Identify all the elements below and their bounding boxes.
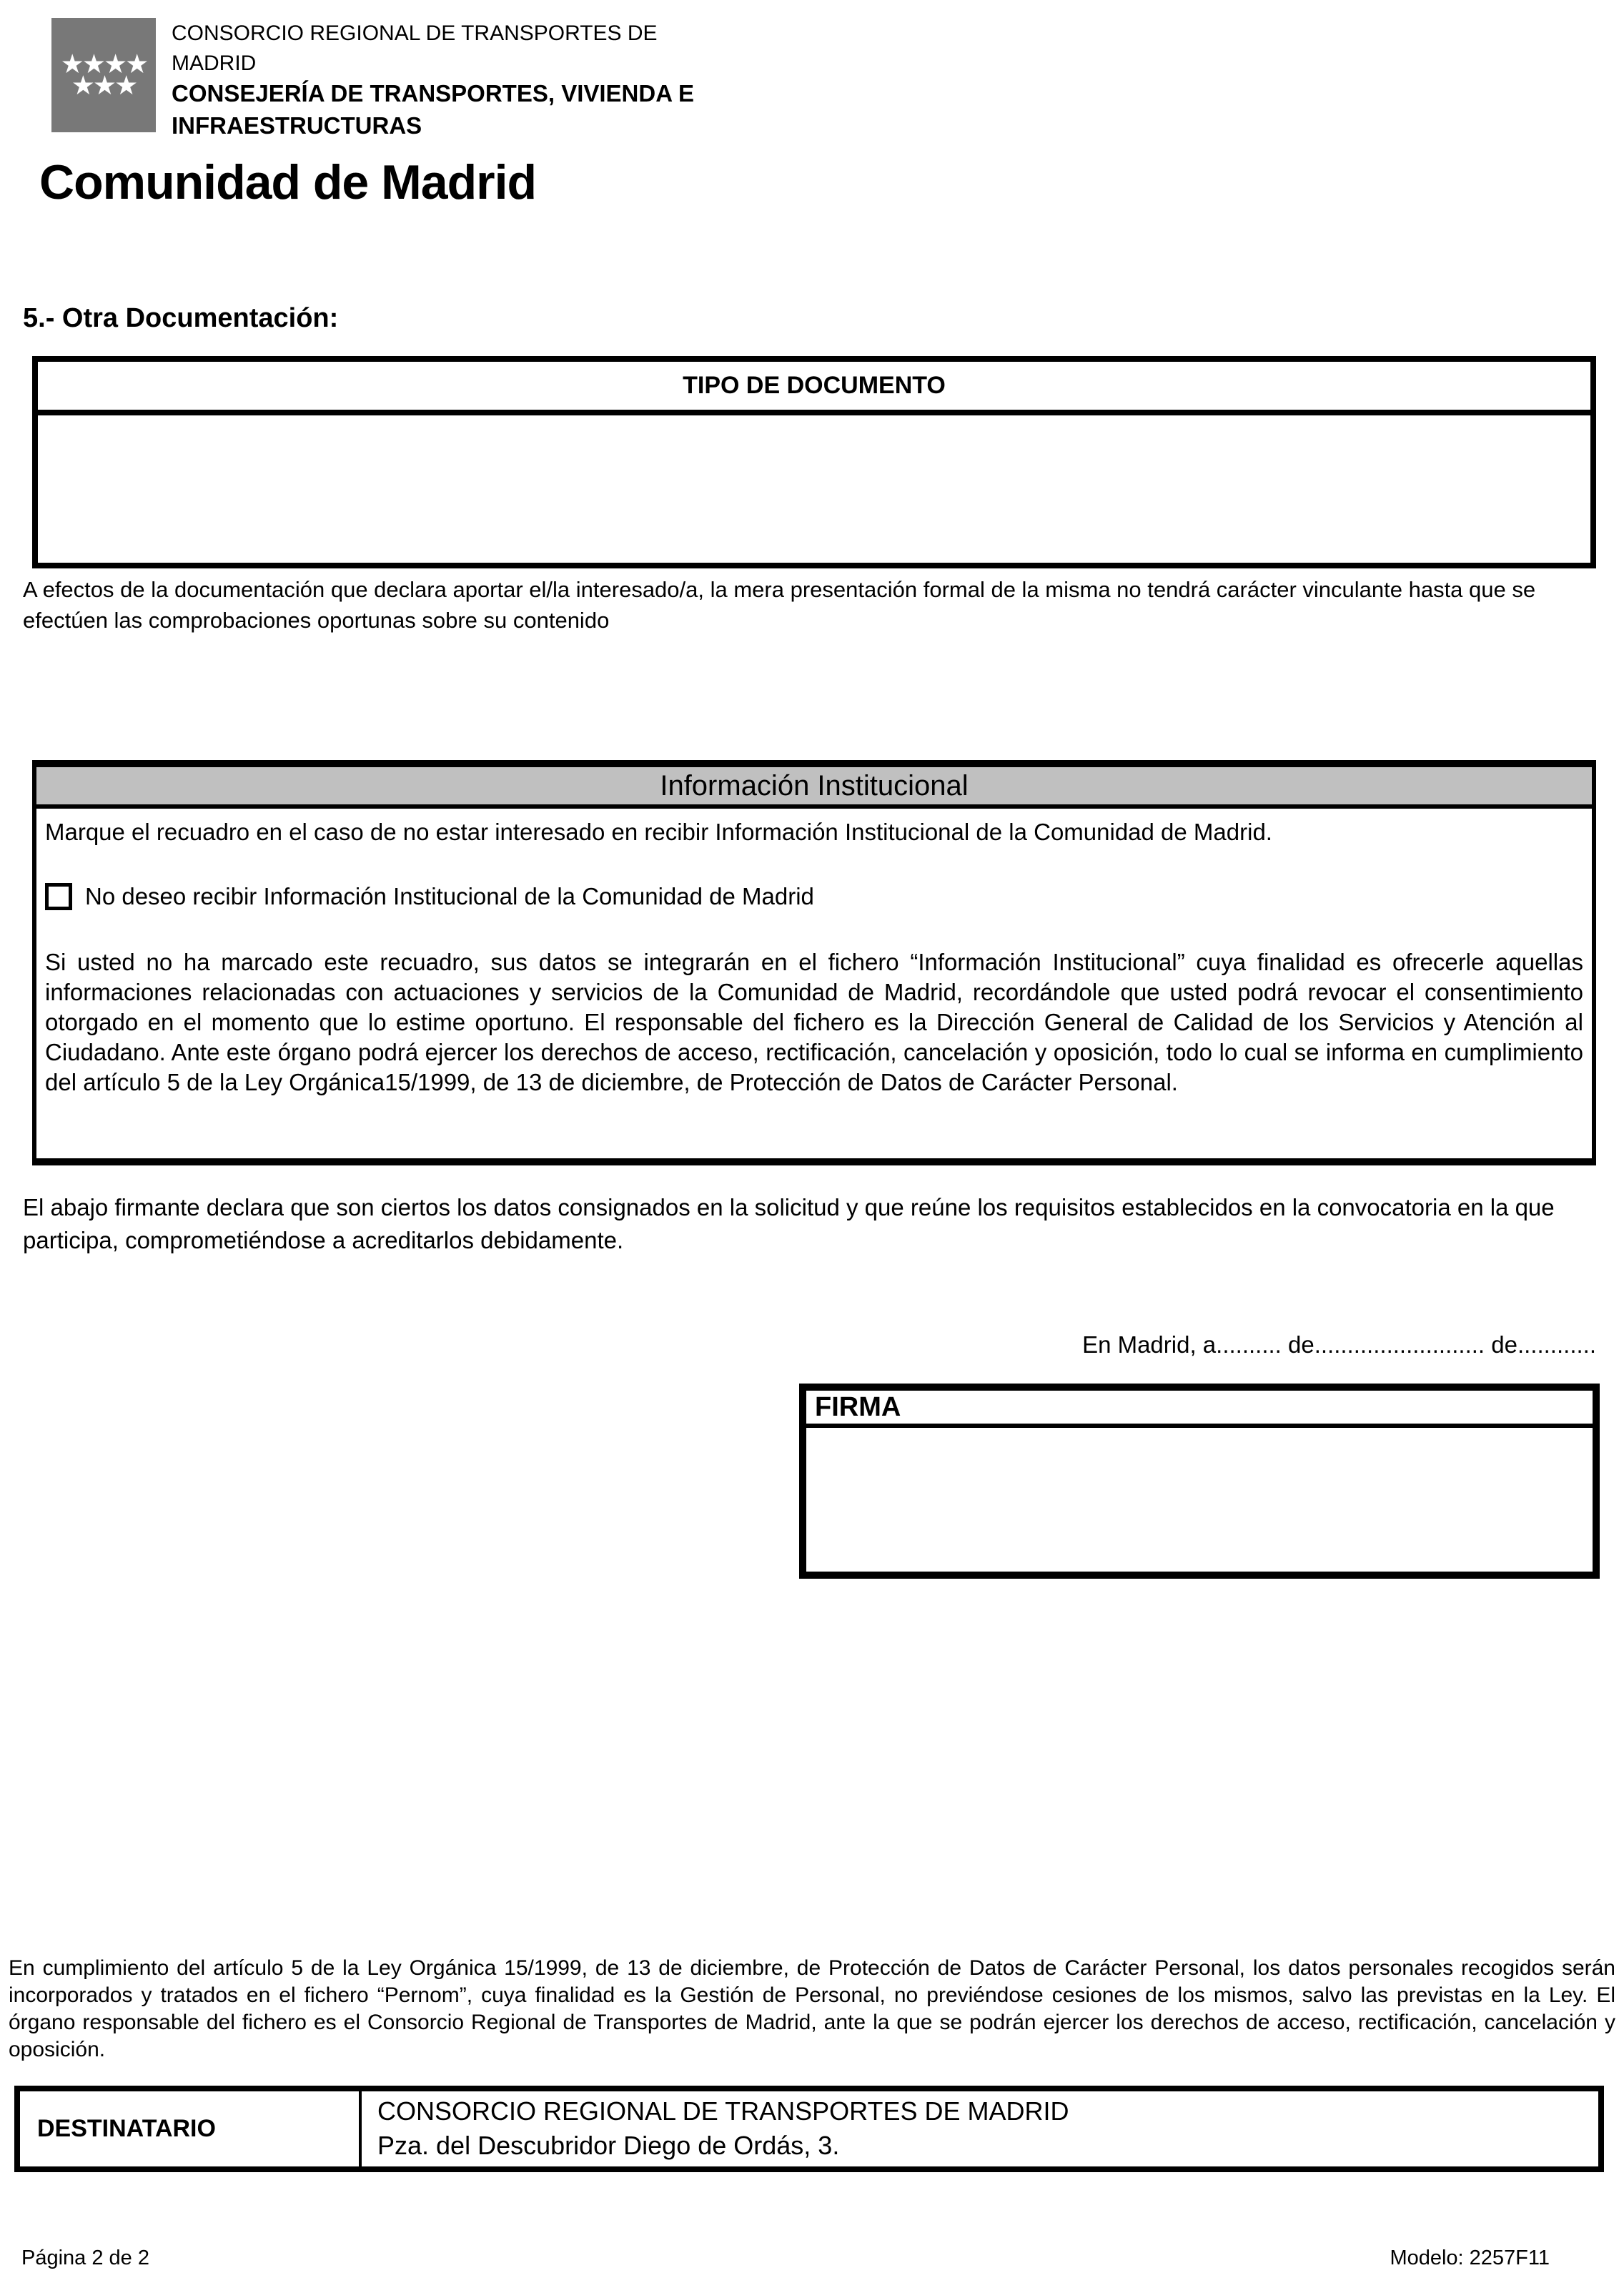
destinatario-line1: CONSORCIO REGIONAL DE TRANSPORTES DE MADRID bbox=[377, 2096, 1069, 2126]
institutional-optout-row bbox=[45, 883, 1583, 910]
signature-box bbox=[799, 1384, 1600, 1579]
signature-input-area[interactable] bbox=[806, 1428, 1593, 1567]
institutional-optout-label: No deseo recibir Información Institucional de la Comunidad de Madrid bbox=[85, 883, 814, 909]
institutional-info-box bbox=[32, 760, 1596, 1165]
destinatario-line2: Pza. del Descubridor Diego de Ordás, 3. bbox=[377, 2131, 840, 2160]
tipo-documento-input-area[interactable] bbox=[38, 415, 1590, 563]
legal-notice: En cumplimiento del artículo 5 de la Ley Orgánica 15/1999, de 13 de diciembre, de Protección de Datos de Carácter Personal, los datos personales recogidos serán incorporados y tratados en el fichero “Pernom”, cuya finalidad es la Gestión de Personal, no previéndose cesiones de los mismos, salvo las previstas en la Ley. El órgano responsable del fichero es el Consorcio Regional de Transportes de Madrid, ante la que se podrán ejercer los derechos de acceso, rectificación, cancelación y oposición. bbox=[9, 1956, 1615, 2061]
signature-label: FIRMA bbox=[806, 1391, 1593, 1428]
madrid-flag-stars-bottom-icon: ★★★ bbox=[71, 71, 137, 100]
section5-heading: 5.- Otra Documentación: bbox=[23, 303, 339, 333]
org-name: CONSORCIO REGIONAL DE TRANSPORTES DE MADRID bbox=[172, 21, 658, 75]
institutional-info-body bbox=[36, 809, 1592, 1098]
department-name: CONSEJERÍA DE TRANSPORTES, VIVIENDA E INFRAESTRUCTURAS bbox=[172, 80, 695, 139]
institutional-info-intro: Marque el recuadro en el caso de no estar interesado en recibir Información Institucional de la Comunidad de Madrid. bbox=[45, 819, 1272, 845]
tipo-documento-table bbox=[32, 356, 1596, 568]
documentation-note: A efectos de la documentación que declara aportar el/la interesado/a, la mera presentación formal de la misma no tendrá carácter vinculante hasta que se efectúen las comprobaciones oportunas sobre su contenido bbox=[23, 577, 1536, 633]
destinatario-label: DESTINATARIO bbox=[20, 2091, 362, 2166]
region-title: Comunidad de Madrid bbox=[39, 155, 536, 209]
destinatario-table bbox=[14, 2086, 1604, 2172]
model-number: Modelo: 2257F11 bbox=[1390, 2247, 1550, 2269]
tipo-documento-header: TIPO DE DOCUMENTO bbox=[38, 362, 1590, 415]
institutional-optout-checkbox[interactable] bbox=[45, 883, 72, 910]
date-line: En Madrid, a.......... de.......................... de............ bbox=[1082, 1331, 1596, 1358]
institutional-info-title: Información Institucional bbox=[36, 767, 1592, 809]
destinatario-address bbox=[362, 2091, 1598, 2166]
comunidad-madrid-flag-logo bbox=[51, 18, 156, 132]
declaration-text: El abajo firmante declara que son ciertos los datos consignados en la solicitud y que reúne los requisitos establecidos en la convocatoria en la que participa, comprometiéndose a acreditarlos debidamente. bbox=[23, 1194, 1555, 1253]
page-number: Página 2 de 2 bbox=[21, 2247, 149, 2269]
institutional-info-paragraph: Si usted no ha marcado este recuadro, sus datos se integrarán en el fichero “Información Institucional” cuya finalidad es ofrecerle aquellas informaciones relacionadas con actuaciones y servicios de la Comunidad de Madrid, recordándole que usted podrá revocar el consentimiento otorgado en el momento que lo estime oportuno. El responsable del fichero es la Dirección General de Calidad de los Servicios y Atención al Ciudadano. Ante este órgano podrá ejercer los derechos de acceso, rectificación, cancelación y oposición, todo lo cual se informa en cumplimiento del artículo 5 de la Ley Orgánica15/1999, de 13 de diciembre, de Protección de Datos de Carácter Personal. bbox=[45, 949, 1583, 1095]
madrid-flag-stars-top-icon: ★★★★ bbox=[60, 49, 147, 79]
